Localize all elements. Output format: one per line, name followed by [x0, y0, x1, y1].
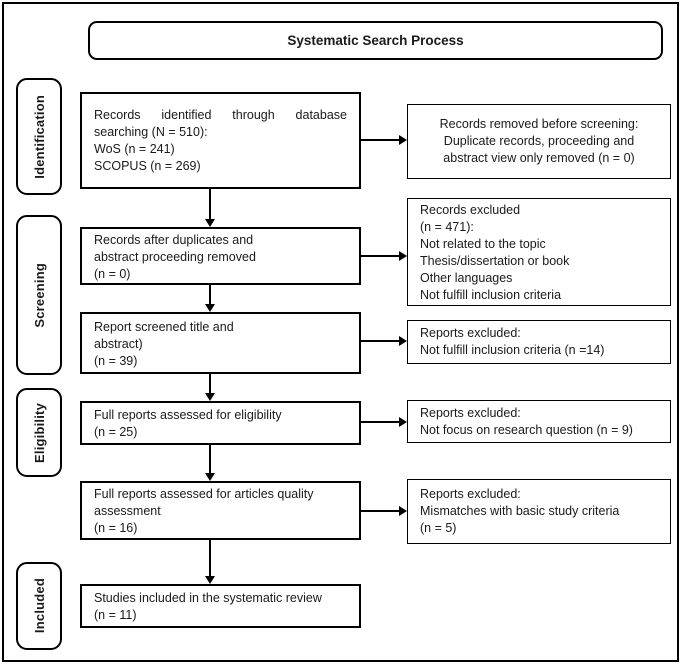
- exclusion-box-line: Thesis/dissertation or book: [420, 254, 570, 268]
- exclusion-box-line: abstract view only removed (n = 0): [443, 151, 635, 165]
- arrow-shaft: [209, 374, 211, 393]
- flow-box-line: abstract): [94, 337, 143, 351]
- flow-box-line: (n = 0): [94, 267, 131, 281]
- down-arrowhead-icon: [205, 576, 215, 584]
- diagram-title: Systematic Search Process: [287, 33, 464, 48]
- right-arrowhead-icon: [399, 506, 407, 516]
- exclusion-box-quality: [407, 479, 671, 544]
- exclusion-box-line: Not fulfill inclusion criteria: [420, 288, 562, 302]
- flow-box-line: (n = 11): [94, 608, 137, 622]
- flow-box-line: SCOPUS (n = 269): [94, 159, 201, 173]
- down-arrowhead-icon: [205, 473, 215, 481]
- exclusion-box-line: Reports excluded:: [420, 487, 521, 501]
- title-box: [88, 21, 663, 60]
- stage-label-text: Screening: [31, 262, 47, 328]
- exclusion-box-line: (n = 5): [420, 521, 457, 535]
- flow-box-title-abstract-screened: [80, 312, 361, 374]
- right-arrowhead-icon: [399, 417, 407, 427]
- flow-box-line: Full reports assessed for eligibility: [94, 408, 282, 422]
- flow-box-line: WoS (n = 241): [94, 142, 175, 156]
- exclusion-box-title-abstract: [407, 320, 671, 364]
- arrow-shaft: [209, 540, 211, 576]
- exclusion-box-eligibility: [407, 400, 671, 443]
- stage-label-text: Identification: [31, 94, 47, 179]
- exclusion-box-line: Records excluded: [420, 203, 521, 217]
- flow-box-records-identified: [80, 92, 361, 189]
- arrow-shaft: [361, 421, 399, 423]
- arrow-shaft: [209, 285, 211, 304]
- flow-box-line: (n = 16): [94, 521, 138, 535]
- arrow-shaft: [361, 255, 399, 257]
- exclusion-box-line: Records removed before screening:: [439, 117, 639, 131]
- down-arrowhead-icon: [205, 304, 215, 312]
- stage-label-identification: [16, 78, 62, 195]
- exclusion-box-line: Not fulfill inclusion criteria (n =14): [420, 343, 605, 357]
- exclusion-box-line: Not related to the topic: [420, 237, 546, 251]
- down-arrowhead-icon: [205, 219, 215, 227]
- exclusion-box-line: Reports excluded:: [420, 406, 521, 420]
- exclusion-box-line: Mismatches with basic study criteria: [420, 504, 620, 518]
- exclusion-box-line: Duplicate records, proceeding and: [443, 134, 635, 148]
- flow-box-line: Records after duplicates and: [94, 233, 254, 247]
- exclusion-box-line: Other languages: [420, 271, 513, 285]
- flow-box-after-duplicates: [80, 227, 361, 285]
- stage-label-screening: [16, 215, 62, 375]
- exclusion-box-line: Not focus on research question (n = 9): [420, 423, 633, 437]
- right-arrowhead-icon: [399, 135, 407, 145]
- flow-box-line: (n = 39): [94, 354, 138, 368]
- flow-box-quality-assessed: [80, 481, 361, 540]
- flow-box-line: Full reports assessed for articles quality: [94, 487, 314, 501]
- arrow-shaft: [361, 139, 399, 141]
- arrow-shaft: [209, 189, 211, 219]
- right-arrowhead-icon: [399, 336, 407, 346]
- arrow-shaft: [209, 445, 211, 473]
- stage-label-text: Eligibility: [31, 402, 47, 463]
- stage-label-included: [16, 562, 62, 650]
- flow-box-eligibility-assessed: [80, 401, 361, 445]
- flow-box-included-studies: [80, 584, 361, 628]
- flow-box-line: (n = 25): [94, 425, 138, 439]
- flow-box-line: Records identified through database searching (N = 510):: [94, 108, 347, 139]
- exclusion-box-line: (n = 471):: [420, 220, 474, 234]
- flow-box-line: abstract proceeding removed: [94, 250, 256, 264]
- exclusion-box-line: Reports excluded:: [420, 326, 521, 340]
- arrow-shaft: [361, 510, 399, 512]
- down-arrowhead-icon: [205, 393, 215, 401]
- exclusion-box-records-excluded: [407, 198, 671, 306]
- exclusion-box-before-screening: [407, 104, 671, 179]
- flow-box-line: Report screened title and: [94, 320, 234, 334]
- right-arrowhead-icon: [399, 251, 407, 261]
- flow-box-line: assessment: [94, 504, 161, 518]
- arrow-shaft: [361, 340, 399, 342]
- flow-box-line: Studies included in the systematic review: [94, 591, 322, 605]
- stage-label-text: Included: [31, 578, 47, 634]
- stage-label-eligibility: [16, 388, 62, 477]
